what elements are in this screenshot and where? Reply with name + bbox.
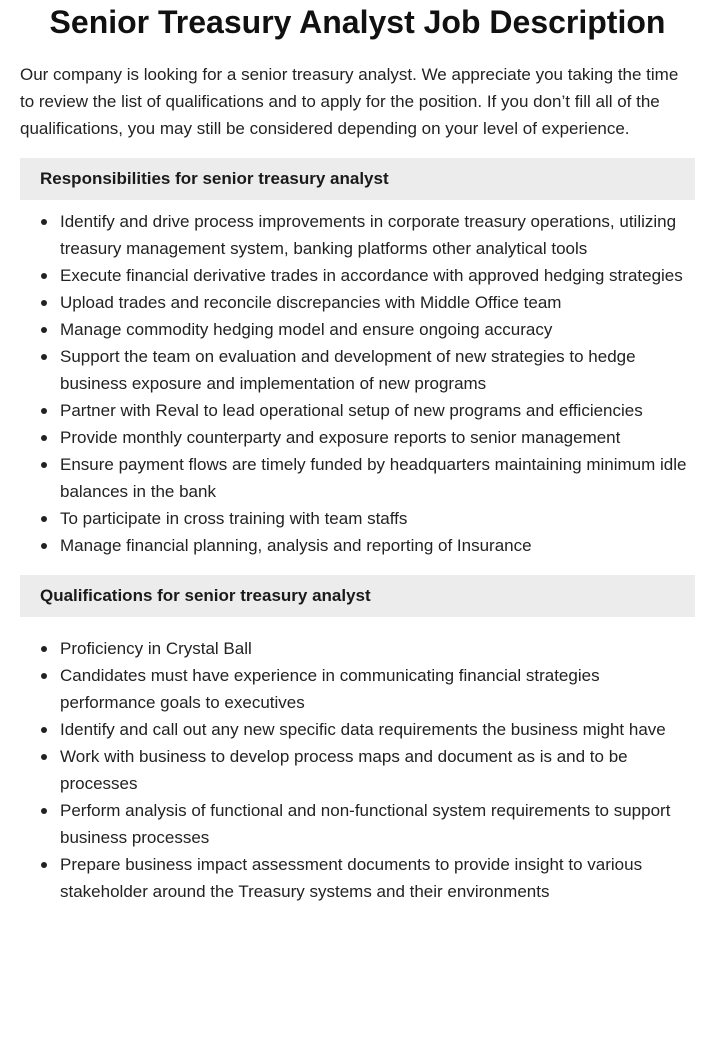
bullet-icon xyxy=(41,754,47,760)
list-item-text: Execute financial derivative trades in accordance with approved hedging strategies xyxy=(60,266,683,285)
list-item-text: To participate in cross training with team staffs xyxy=(60,509,408,528)
list-item xyxy=(20,851,695,905)
list-item xyxy=(20,716,695,743)
bullet-icon xyxy=(41,354,47,360)
list-item xyxy=(20,289,695,316)
bullet-icon xyxy=(41,673,47,679)
list-item xyxy=(20,424,695,451)
bullet-icon xyxy=(41,727,47,733)
list-item xyxy=(20,343,695,397)
bullet-icon xyxy=(41,219,47,225)
qualifications-list xyxy=(20,635,695,905)
intro-paragraph: Our company is looking for a senior treasury analyst. We appreciate you taking the time to review the list of qualifications and to apply for the position. If you don’t fill all of the qualifications, you may still be considered depending on your level of experience. xyxy=(20,65,679,138)
page-title: Senior Treasury Analyst Job Description xyxy=(49,4,666,40)
list-item xyxy=(20,797,695,851)
responsibilities-heading: Responsibilities for senior treasury analyst xyxy=(20,158,695,200)
list-item-text: Support the team on evaluation and development of new strategies to hedge business exposure and implementation of new programs xyxy=(60,347,636,393)
list-item-text: Partner with Reval to lead operational setup of new programs and efficiencies xyxy=(60,401,643,420)
list-item-text: Proficiency in Crystal Ball xyxy=(60,639,252,658)
bullet-icon xyxy=(41,408,47,414)
list-item-text: Provide monthly counterparty and exposure reports to senior management xyxy=(60,428,621,447)
list-item-text: Identify and call out any new specific data requirements the business might have xyxy=(60,720,666,739)
list-item-text: Work with business to develop process maps and document as is and to be processes xyxy=(60,747,628,793)
bullet-icon xyxy=(41,462,47,468)
list-item xyxy=(20,397,695,424)
list-item-text: Prepare business impact assessment documents to provide insight to various stakeholder around the Treasury systems and their environments xyxy=(60,855,643,901)
list-item-text: Candidates must have experience in communicating financial strategies performance goals to executives xyxy=(60,666,600,712)
list-item xyxy=(20,262,695,289)
bullet-icon xyxy=(41,543,47,549)
bullet-icon xyxy=(41,516,47,522)
qualifications-heading: Qualifications for senior treasury analyst xyxy=(20,575,695,617)
list-item xyxy=(20,451,695,505)
responsibilities-list xyxy=(20,208,695,559)
list-item-text: Perform analysis of functional and non-functional system requirements to support business processes xyxy=(60,801,671,847)
list-item xyxy=(20,208,695,262)
list-item xyxy=(20,505,695,532)
bullet-icon xyxy=(41,273,47,279)
list-item xyxy=(20,316,695,343)
bullet-icon xyxy=(41,435,47,441)
list-item-text: Ensure payment flows are timely funded by headquarters maintaining minimum idle balances in the bank xyxy=(60,455,687,501)
list-item-text: Manage financial planning, analysis and reporting of Insurance xyxy=(60,536,532,555)
bullet-icon xyxy=(41,646,47,652)
list-item-text: Manage commodity hedging model and ensure ongoing accuracy xyxy=(60,320,553,339)
list-item xyxy=(20,743,695,797)
list-item-text: Identify and drive process improvements in corporate treasury operations, utilizing treasury management system, banking platforms other analytical tools xyxy=(60,212,677,258)
list-item xyxy=(20,662,695,716)
bullet-icon xyxy=(41,862,47,868)
list-item xyxy=(20,532,695,559)
bullet-icon xyxy=(41,327,47,333)
bullet-icon xyxy=(41,300,47,306)
list-item xyxy=(20,635,695,662)
bullet-icon xyxy=(41,808,47,814)
list-item-text: Upload trades and reconcile discrepancies with Middle Office team xyxy=(60,293,562,312)
